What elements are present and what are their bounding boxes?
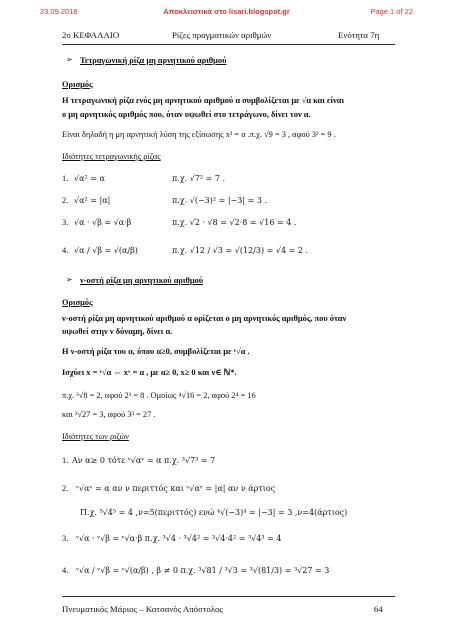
subject-title: Ρίζες πραγματικών αριθμών — [172, 30, 272, 40]
property-number: 1. — [62, 456, 69, 465]
property-rule: √α² = α — [74, 174, 105, 183]
property-number: 4. — [62, 246, 69, 255]
section2-definition-label: Ορισμός — [62, 298, 93, 307]
print-date: 23.09.2018 — [40, 7, 78, 16]
property-text: Αν α≥ 0 τότε ᵛ√αᵛ = α π.χ. ³√7³ = 7 — [72, 456, 216, 465]
property-number: 3. — [62, 218, 69, 227]
section2-properties-label: Ιδιότητες των ριζών — [62, 432, 129, 441]
property-rule: √α² = |α| — [74, 196, 111, 205]
property-example: π.χ. √2 · √8 = √2·8 = √16 = 4 . — [172, 218, 297, 227]
section2-definition-line2: υψωθεί στην ν δύναμη, δίνει α. — [62, 327, 173, 336]
section1-definition-line1: Η τετραγωνική ρίζα ενός μη αρνητικού αριθμού α συμβολίζεται με √α και είναι — [62, 96, 345, 105]
section1-properties-label: Ιδιότητες τετραγωνικής ρίζας — [62, 152, 161, 161]
property-rule: √α / √β = √(α/β) — [74, 246, 138, 255]
property-text: ᵛ√α / ᵛ√β = ᵛ√(α/β) , β ≠ 0 π.χ. ³√81 / ³√3 = ³√(81/3) = ³√27 = 3 — [76, 566, 330, 575]
footer-page-number: 64 — [374, 604, 383, 614]
property-text: ᵛ√α · ᵛ√β = ᵛ√α·β π.χ. ³√4 · ³√4² = ³√4·4² = ³√4³ = 4 — [76, 534, 282, 543]
footer-authors: Πνευματικός Μάριος – Κατσανός Απόστολος — [62, 604, 223, 614]
section1-heading: Τετραγωνική ρίζα μη αρνητικού αριθμού — [80, 56, 227, 65]
footer-rule — [62, 596, 395, 597]
print-page-number: Page 1 of 22 — [370, 7, 413, 16]
property-text: ᵛ√αᵛ = α αν ν περιττός και ᵛ√αᵛ = |α| αν ν άρτιος — [76, 484, 276, 493]
property-rule: √α · √β = √α·β — [74, 218, 132, 227]
property-number: 3. — [62, 534, 69, 543]
property-example: π.χ. √12 / √3 = √(12/3) = √4 = 2 . — [172, 246, 309, 255]
section2-example2: και ³√27 = 3, αφού 3³ = 27 . — [62, 410, 156, 419]
source-link[interactable]: Αποκλειστικά στο lisari.blogspot.gr — [163, 7, 290, 16]
arrow-bullet-icon: ➢ — [66, 55, 73, 64]
section2-heading: ν-οστή ρίζα μη αρνητικού αριθμού — [80, 276, 204, 285]
section2-definition-line1: ν-οστή ρίζα μη αρνητικού αριθμού α ορίζεται ο μη αρνητικός αριθμός, που όταν — [62, 314, 347, 323]
property-number: 1. — [62, 174, 69, 183]
property-number: 2. — [62, 484, 69, 493]
arrow-bullet-icon: ➢ — [66, 275, 73, 284]
print-header — [0, 0, 453, 18]
property-example: π.χ. √7² = 7 . — [172, 174, 226, 183]
property-number: 2. — [62, 196, 69, 205]
unit-label: Ενότητα 7η — [338, 30, 380, 40]
section1-definition-label: Ορισμός — [62, 80, 93, 89]
section2-example1: π.χ. ³√8 = 2, αφού 2³ = 8 . Ομοίως ⁴√16 = 2, αφού 2⁴ = 16 — [62, 391, 256, 400]
property-example: π.χ. √(−3)² = |−3| = 3 . — [172, 196, 268, 205]
header-rule — [62, 44, 395, 45]
property-text: Π.χ. ⁵√4⁵ = 4 ,ν=5(περιττός) ενώ ⁴√(−3)⁴ = |−3| = 3 ,ν=4(άρτιος) — [80, 508, 348, 517]
property-number: 4. — [62, 566, 69, 575]
section1-definition-line2: ο μη αρνητικός αριθμός που, όταν υψωθεί στο τετράγωνο, δίνει τον α. — [62, 110, 311, 119]
chapter-title: 2ο ΚΕΦΑΛΑΙΟ — [62, 30, 120, 40]
section2-notation: Η ν-οστή ρίζα του α, όπου α≥0, συμβολίζεται με ᵛ√α . — [62, 347, 250, 356]
section2-holds-statement: Ισχύει x = ᵛ√α ⇔ xᵛ = α , με α≥ 0, x≥ 0 και ν∈ ℕ*. — [62, 368, 237, 377]
section1-explanation: Είναι δηλαδή η μη αρνητική λύση της εξίσωσης x² = α .π.χ. √9 = 3 , αφού 3² = 9 . — [62, 130, 336, 139]
